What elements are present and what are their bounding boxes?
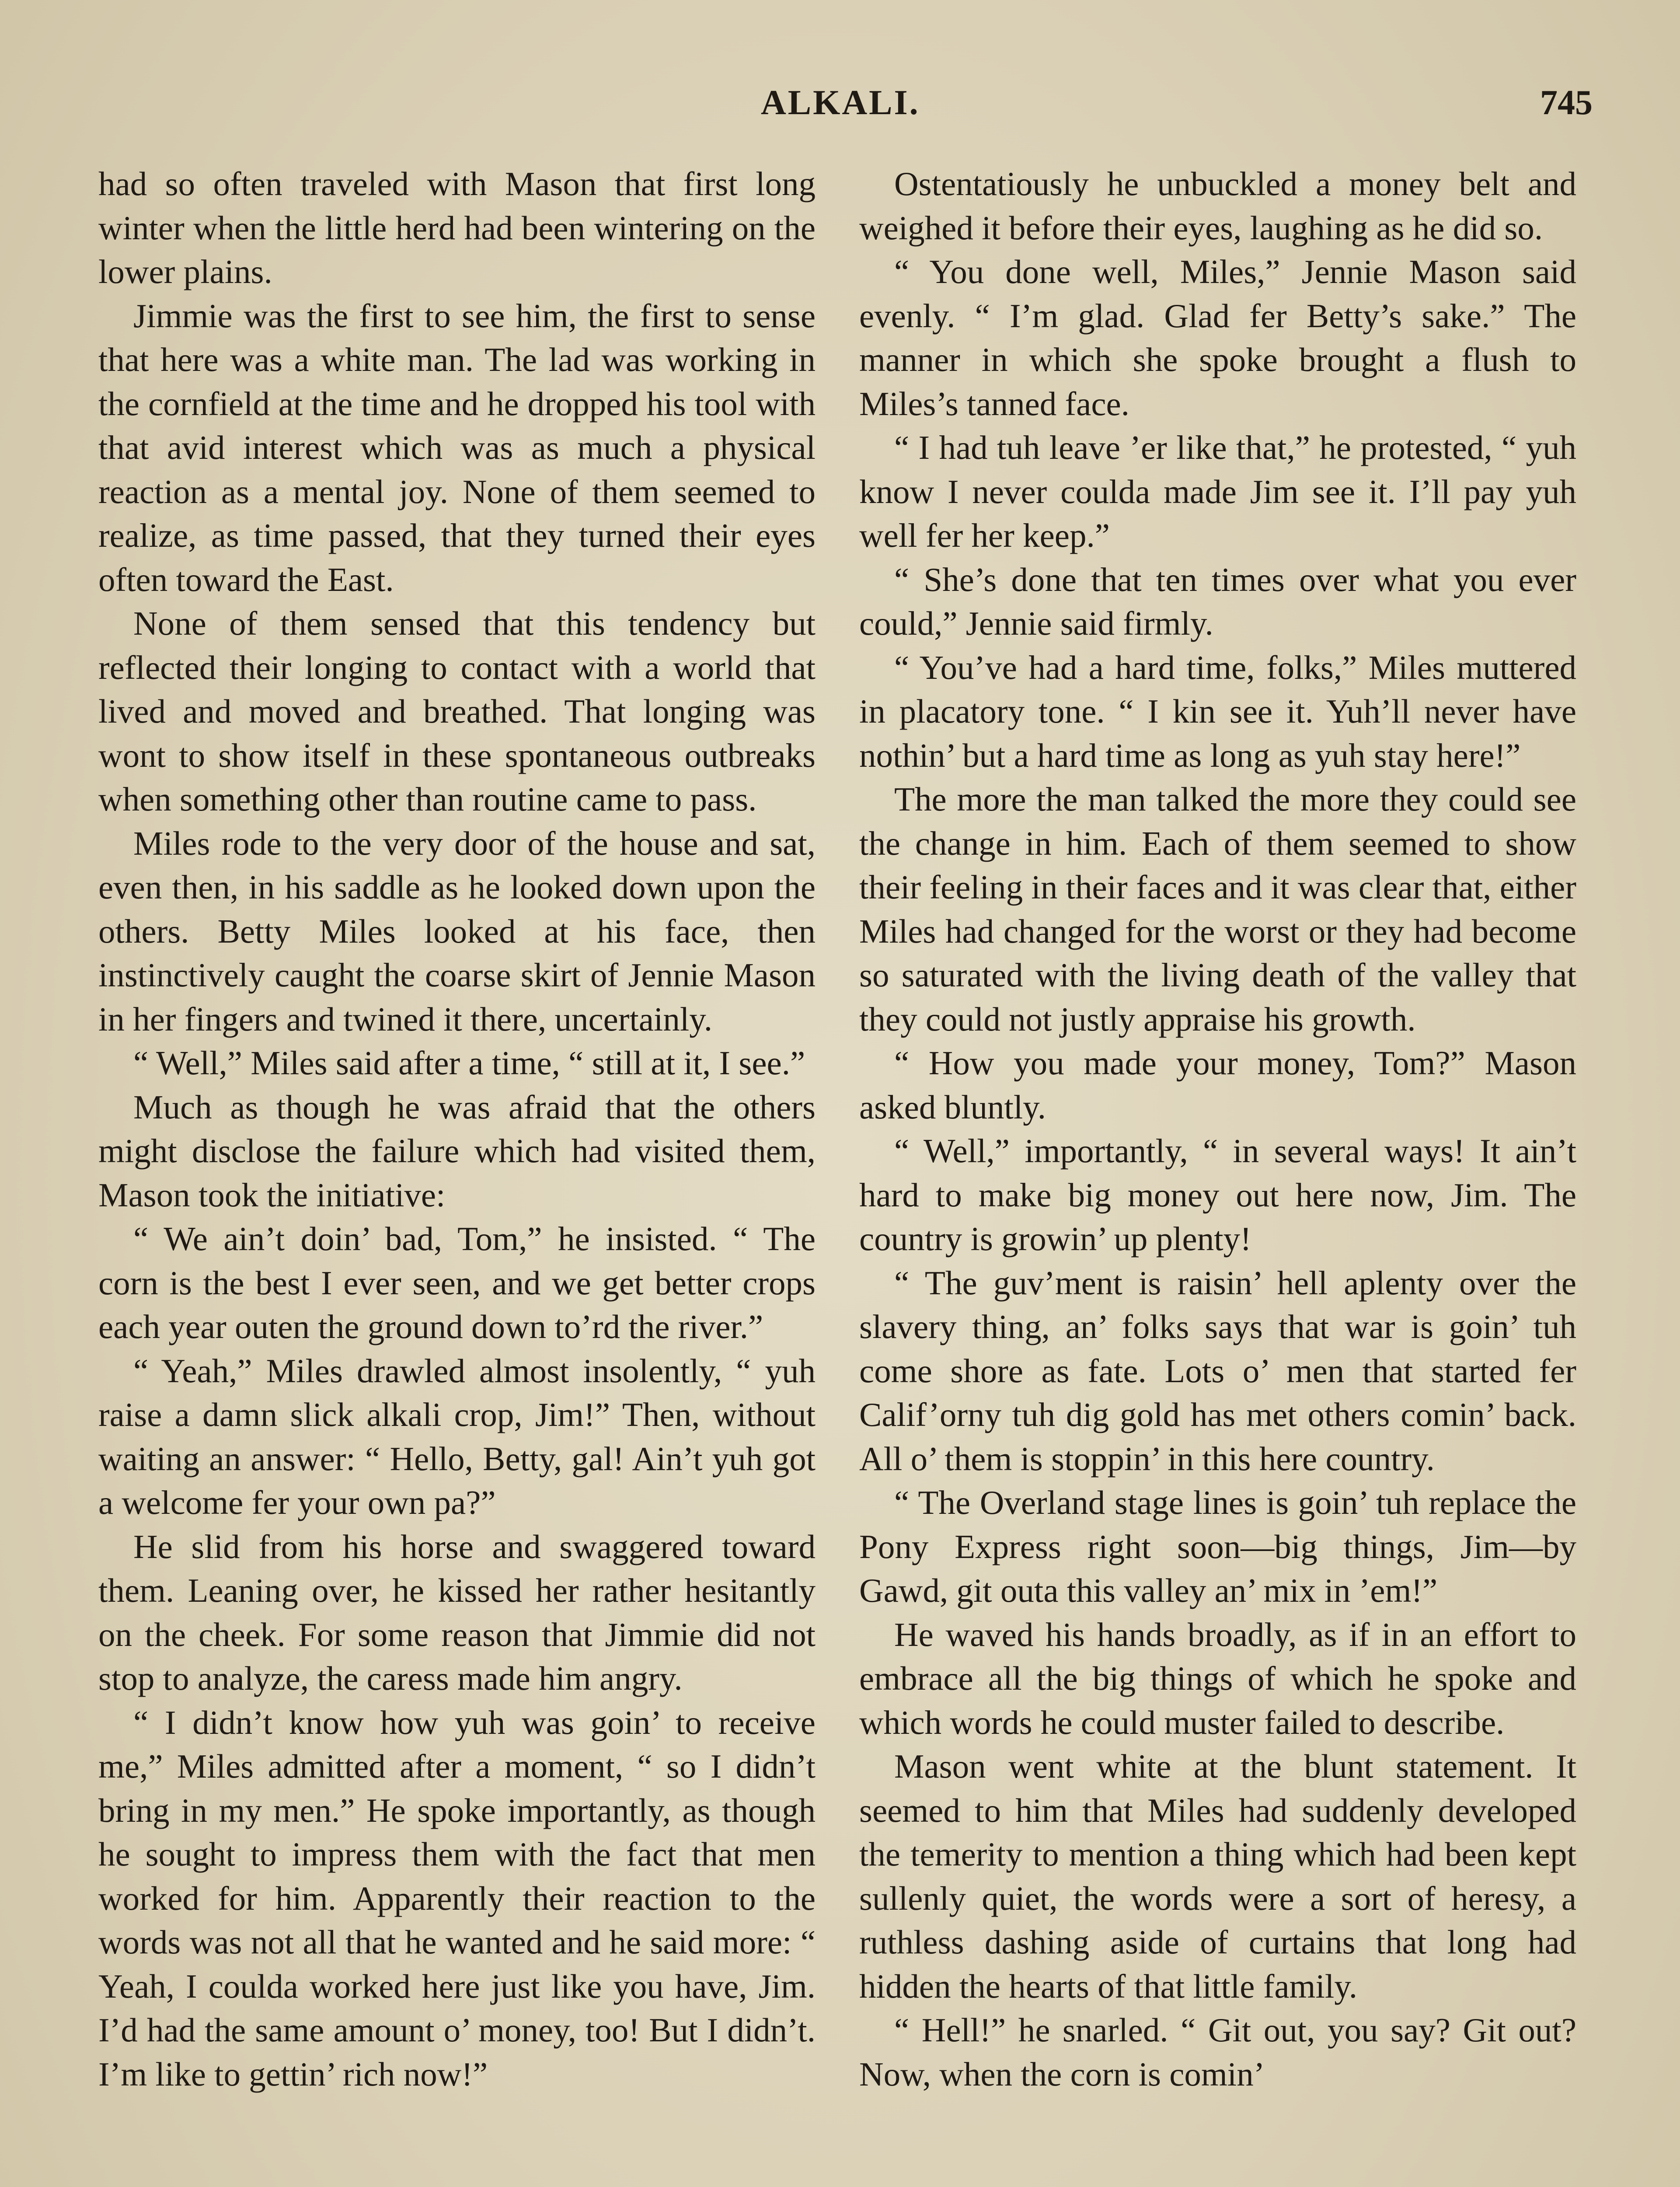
right-text-column [859, 162, 1576, 2096]
paragraph: None of them sensed that this tendency but reflected their longing to contact with a world that lived and moved and breathed. That longing was wont to show itself in these spontaneous outbreaks when something other than routine came to pass. [98, 604, 816, 818]
paragraph: “ I had tuh leave ’er like that,” he protested, “ yuh know I never coulda made Jim see it. I’ll pay yuh well fer her keep.” [859, 429, 1576, 554]
paragraph: He slid from his horse and swaggered toward them. Leaning over, he kissed her rather hesitantly on the cheek. For some reason that Jimmie did not stop to analyze, the caress made him angry. [98, 1527, 816, 1697]
paragraph: Mason went white at the blunt statement. It seemed to him that Miles had suddenly developed the temerity to mention a thing which had been kept sullenly quiet, the words were a sort of heresy, a ruthless dashing aside of curtains that long had hidden the hearts of that little family. [859, 1747, 1576, 2005]
paragraph: “ We ain’t doin’ bad, Tom,” he insisted. “ The corn is the best I ever seen, and we get better crops each year outen the ground down to’rd the river.” [98, 1220, 816, 1345]
paragraph: “ How you made your money, Tom?” Mason asked bluntly. [859, 1044, 1576, 1126]
paragraph: “ Yeah,” Miles drawled almost insolently, “ yuh raise a damn slick alkali crop, Jim!” Then, without waiting an answer: “ Hello, Betty, gal! Ain’t yuh got a welcome fer your own pa?” [98, 1352, 816, 1521]
paragraph: “ Well,” Miles said after a time, “ still at it, I see.” [133, 1044, 805, 1082]
paragraph: “ She’s done that ten times over what you ever could,” Jennie said firmly. [859, 560, 1576, 642]
paragraph: Jimmie was the first to see him, the first to sense that here was a white man. The lad was working in the cornfield at the time and he dropped his tool with that avid interest which was as much a physical reaction as a mental joy. None of them seemed to realize, as time passed, that they turned their eyes often toward the East. [98, 297, 816, 598]
paragraph: “ The Overland stage lines is goin’ tuh replace the Pony Express right soon—big things, Jim—by Gawd, git outa this valley an’ mix in ’em!” [859, 1484, 1576, 1609]
paragraph: “ I didn’t know how yuh was goin’ to receive me,” Miles admitted after a moment, “ so I didn’t bring in my men.” He spoke importantly, as though he sought to impress them with the fact that men worked for him. Apparently their reaction to the words was not all that he wanted and he said more: “ Yeah, I coulda worked here just like you have, Jim. I’d had the same amount o’ money, too! But I didn’t. I’m like to gettin’ rich now!” [98, 1703, 816, 2093]
paragraph: “ Well,” importantly, “ in several ways! It ain’t hard to make big money out here now, Jim. The country is growin’ up plenty! [859, 1132, 1576, 1258]
paragraph: had so often traveled with Mason that first long winter when the little herd had been wintering on the lower plains. [98, 165, 816, 290]
page-number: 745 [1540, 84, 1593, 122]
left-text-column [98, 162, 816, 2096]
paragraph: Much as though he was afraid that the others might disclose the failure which had visited them, Mason took the initiative: [98, 1088, 816, 1214]
paragraph: “ The guv’ment is raisin’ hell aplenty over the slavery thing, an’ folks says that war is goin’ tuh come shore as fate. Lots o’ men that started fer Calif’orny tuh dig gold has met others comin’ back. All o’ them is stoppin’ in this here country. [859, 1264, 1576, 1478]
paragraph: “ Hell!” he snarled. “ Git out, you say? Git out? Now, when the corn is comin’ [859, 2011, 1576, 2093]
paragraph: The more the man talked the more they could see the change in him. Each of them seemed to show their feeling in their faces and it was clear that, either Miles had changed for the worst or they had become so saturated with the living death of the valley that they could not justly appraise his growth. [859, 780, 1576, 1038]
paragraph: Ostentatiously he unbuckled a money belt and weighed it before their eyes, laughing as he did so. [859, 165, 1576, 247]
paragraph: He waved his hands broadly, as if in an effort to embrace all the big things of which he spoke and which words he could muster failed to describe. [859, 1615, 1576, 1741]
running-title: ALKALI. [761, 84, 920, 122]
paragraph: “ You’ve had a hard time, folks,” Miles muttered in placatory tone. “ I kin see it. Yuh’ll never have nothin’ but a hard time as long as yuh stay here!” [859, 648, 1576, 774]
paragraph: “ You done well, Miles,” Jennie Mason said evenly. “ I’m glad. Glad fer Betty’s sake.” The manner in which she spoke brought a flush to Miles’s tanned face. [859, 253, 1576, 423]
paragraph: Miles rode to the very door of the house and sat, even then, in his saddle as he looked down upon the others. Betty Miles looked at his face, then instinctively caught the coarse skirt of Jennie Mason in her fingers and twined it there, uncertainly. [98, 824, 816, 1038]
